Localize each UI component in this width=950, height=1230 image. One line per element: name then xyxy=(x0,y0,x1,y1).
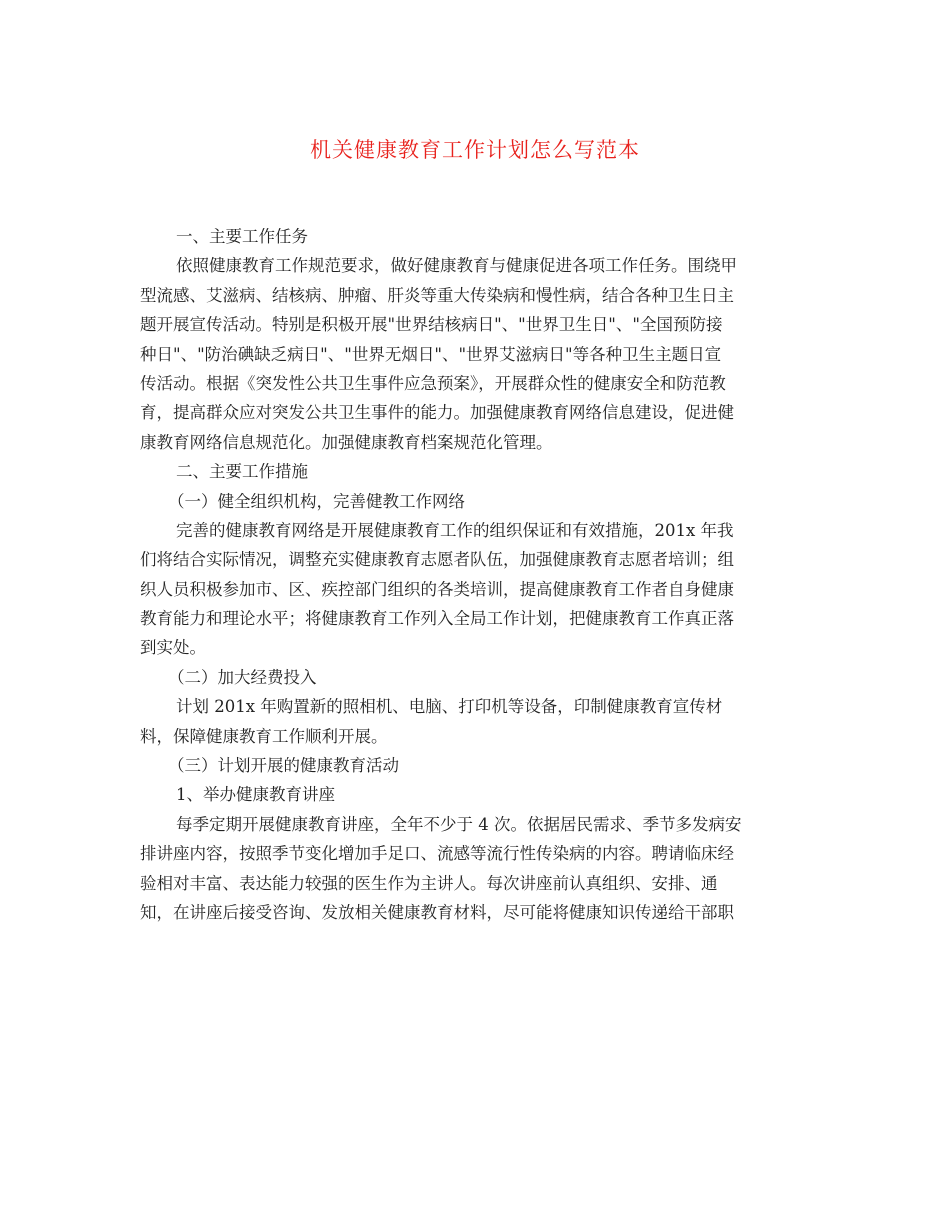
body-text-line: 题开展宣传活动。特别是积极开展"世界结核病日"、"世界卫生日"、"全国预防接 xyxy=(140,315,723,335)
body-text-line: 传活动。根据《突发性公共卫生事件应急预案》，开展群众性的健康安全和防范教 xyxy=(140,373,726,393)
body-text-line: 康教育网络信息规范化。加强健康教育档案规范化管理。 xyxy=(140,432,553,452)
body-text-line: 料，保障健康教育工作顺利开展。 xyxy=(140,726,388,746)
subsection-heading: （一）健全组织机构，完善健教工作网络 xyxy=(168,491,465,511)
body-text-line: 计划 201x 年购置新的照相机、电脑、打印机等设备，印制健康教育宣传材 xyxy=(176,697,723,717)
body-text-line: 育，提高群众应对突发公共卫生事件的能力。加强健康教育网络信息建设，促进健 xyxy=(140,403,734,423)
section-heading: 1、举办健康教育讲座 xyxy=(176,785,335,805)
body-text-line: 知，在讲座后接受咨询、发放相关健康教育材料，尽可能将健康知识传递给干部职 xyxy=(140,902,734,922)
body-text-line: 验相对丰富、表达能力较强的医生作为主讲人。每次讲座前认真组织、安排、通 xyxy=(140,873,718,893)
body-text-line: 型流感、艾滋病、结核病、肿瘤、肝炎等重大传染病和慢性病，结合各种卫生日主 xyxy=(140,285,734,305)
body-text-line: 完善的健康教育网络是开展健康教育工作的组织保证和有效措施，201x 年我 xyxy=(176,520,734,540)
body-text-line: 依照健康教育工作规范要求，做好健康教育与健康促进各项工作任务。围绕甲 xyxy=(176,256,737,276)
subsection-heading: （二）加大经费投入 xyxy=(168,667,317,687)
section-heading: 二、主要工作措施 xyxy=(176,462,308,482)
body-text-line: 每季定期开展健康教育讲座，全年不少于 4 次。依据居民需求、季节多发病安 xyxy=(176,814,742,834)
body-text-line: 到实处。 xyxy=(140,638,206,658)
section-heading: 一、主要工作任务 xyxy=(176,227,308,246)
body-text-line: 种日"、"防治碘缺乏病日"、"世界无烟日"、"世界艾滋病日"等各种卫生主题日宣 xyxy=(140,344,722,364)
document-body xyxy=(140,222,812,927)
body-text-line: 教育能力和理论水平；将健康教育工作列入全局工作计划，把健康教育工作真正落 xyxy=(140,609,734,629)
body-text-line: 织人员积极参加市、区、疾控部门组织的各类培训，提高健康教育工作者自身健康 xyxy=(140,579,734,599)
subsection-heading: （三）计划开展的健康教育活动 xyxy=(168,756,399,776)
document-title: 机关健康教育工作计划怎么写范本 xyxy=(310,138,640,162)
body-text-line: 们将结合实际情况，调整充实健康教育志愿者队伍，加强健康教育志愿者培训；组 xyxy=(140,550,734,570)
body-text-line: 排讲座内容，按照季节变化增加手足口、流感等流行性传染病的内容。聘请临床经 xyxy=(140,844,734,864)
